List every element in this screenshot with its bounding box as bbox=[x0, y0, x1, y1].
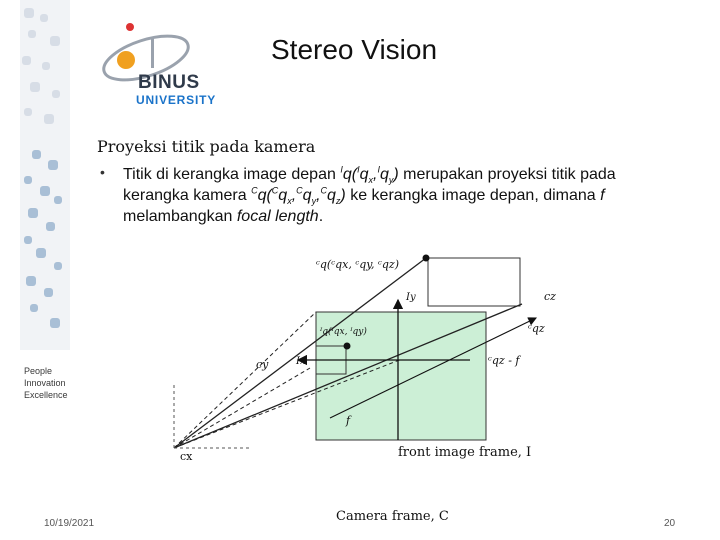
label-f: f bbox=[346, 414, 351, 427]
bullet-text-part: Titik di kerangka image depan bbox=[123, 166, 341, 183]
tagline-line: People bbox=[24, 366, 53, 376]
stereo-projection-figure bbox=[170, 244, 565, 522]
label-iq: ᴵq(ᴵqx, ᴵqy) bbox=[320, 327, 367, 337]
page-number: 20 bbox=[664, 518, 676, 529]
bullet-text-part: melambangkan bbox=[123, 208, 237, 225]
point-cq bbox=[423, 255, 430, 262]
logo-name: BINUS bbox=[138, 72, 200, 93]
focal-variable: f bbox=[600, 187, 605, 204]
label-cx: cx bbox=[180, 450, 193, 463]
label-cqz: ᶜqz bbox=[528, 322, 545, 335]
logo-tagline bbox=[24, 365, 68, 401]
slide-title: Stereo Vision bbox=[271, 34, 438, 65]
bullet-text-part: ke kerangka image depan, dimana bbox=[345, 187, 601, 204]
tagline-line: Innovation bbox=[24, 378, 66, 388]
side-decor-pattern bbox=[0, 0, 70, 350]
bullet-text-part: . bbox=[318, 208, 324, 225]
formula-cq: $^Cq(^Cq_x,^Cq_y,^Cq_z)$ bbox=[251, 185, 346, 207]
formula-iq: $^Iq(^Iq_x,^Iq_y)$ bbox=[340, 164, 399, 186]
label-iy: Iy bbox=[406, 292, 416, 303]
bullet-text bbox=[123, 164, 643, 227]
slide-subheading: Proyeksi titik pada kamera bbox=[97, 137, 316, 156]
label-cy: cy bbox=[256, 358, 269, 371]
logo-subtitle: UNIVERSITY bbox=[136, 93, 217, 107]
label-front-frame: front image frame, I bbox=[398, 445, 532, 460]
bullet-marker: • bbox=[100, 164, 105, 180]
label-cz: cz bbox=[544, 290, 556, 303]
ray-line bbox=[174, 312, 316, 448]
tagline-line: Excellence bbox=[24, 390, 68, 400]
label-cq: ᶜq(ᶜqx, ᶜqy, ᶜqz) bbox=[316, 258, 399, 271]
label-camera-frame: Camera frame, C bbox=[336, 509, 449, 522]
focal-length-term: focal length bbox=[236, 208, 319, 225]
ray-line bbox=[174, 368, 310, 448]
projection-diagram bbox=[170, 244, 565, 522]
label-cqz-minus-f: ᶜqz - f bbox=[488, 354, 520, 367]
bullet-text-part: merupakan proyeksi titik pada kerangka kamera bbox=[123, 166, 616, 204]
slide-date: 10/19/2021 bbox=[44, 518, 95, 529]
object-plane bbox=[428, 258, 520, 306]
point-iq bbox=[344, 343, 351, 350]
label-ix: Ix bbox=[296, 356, 306, 367]
